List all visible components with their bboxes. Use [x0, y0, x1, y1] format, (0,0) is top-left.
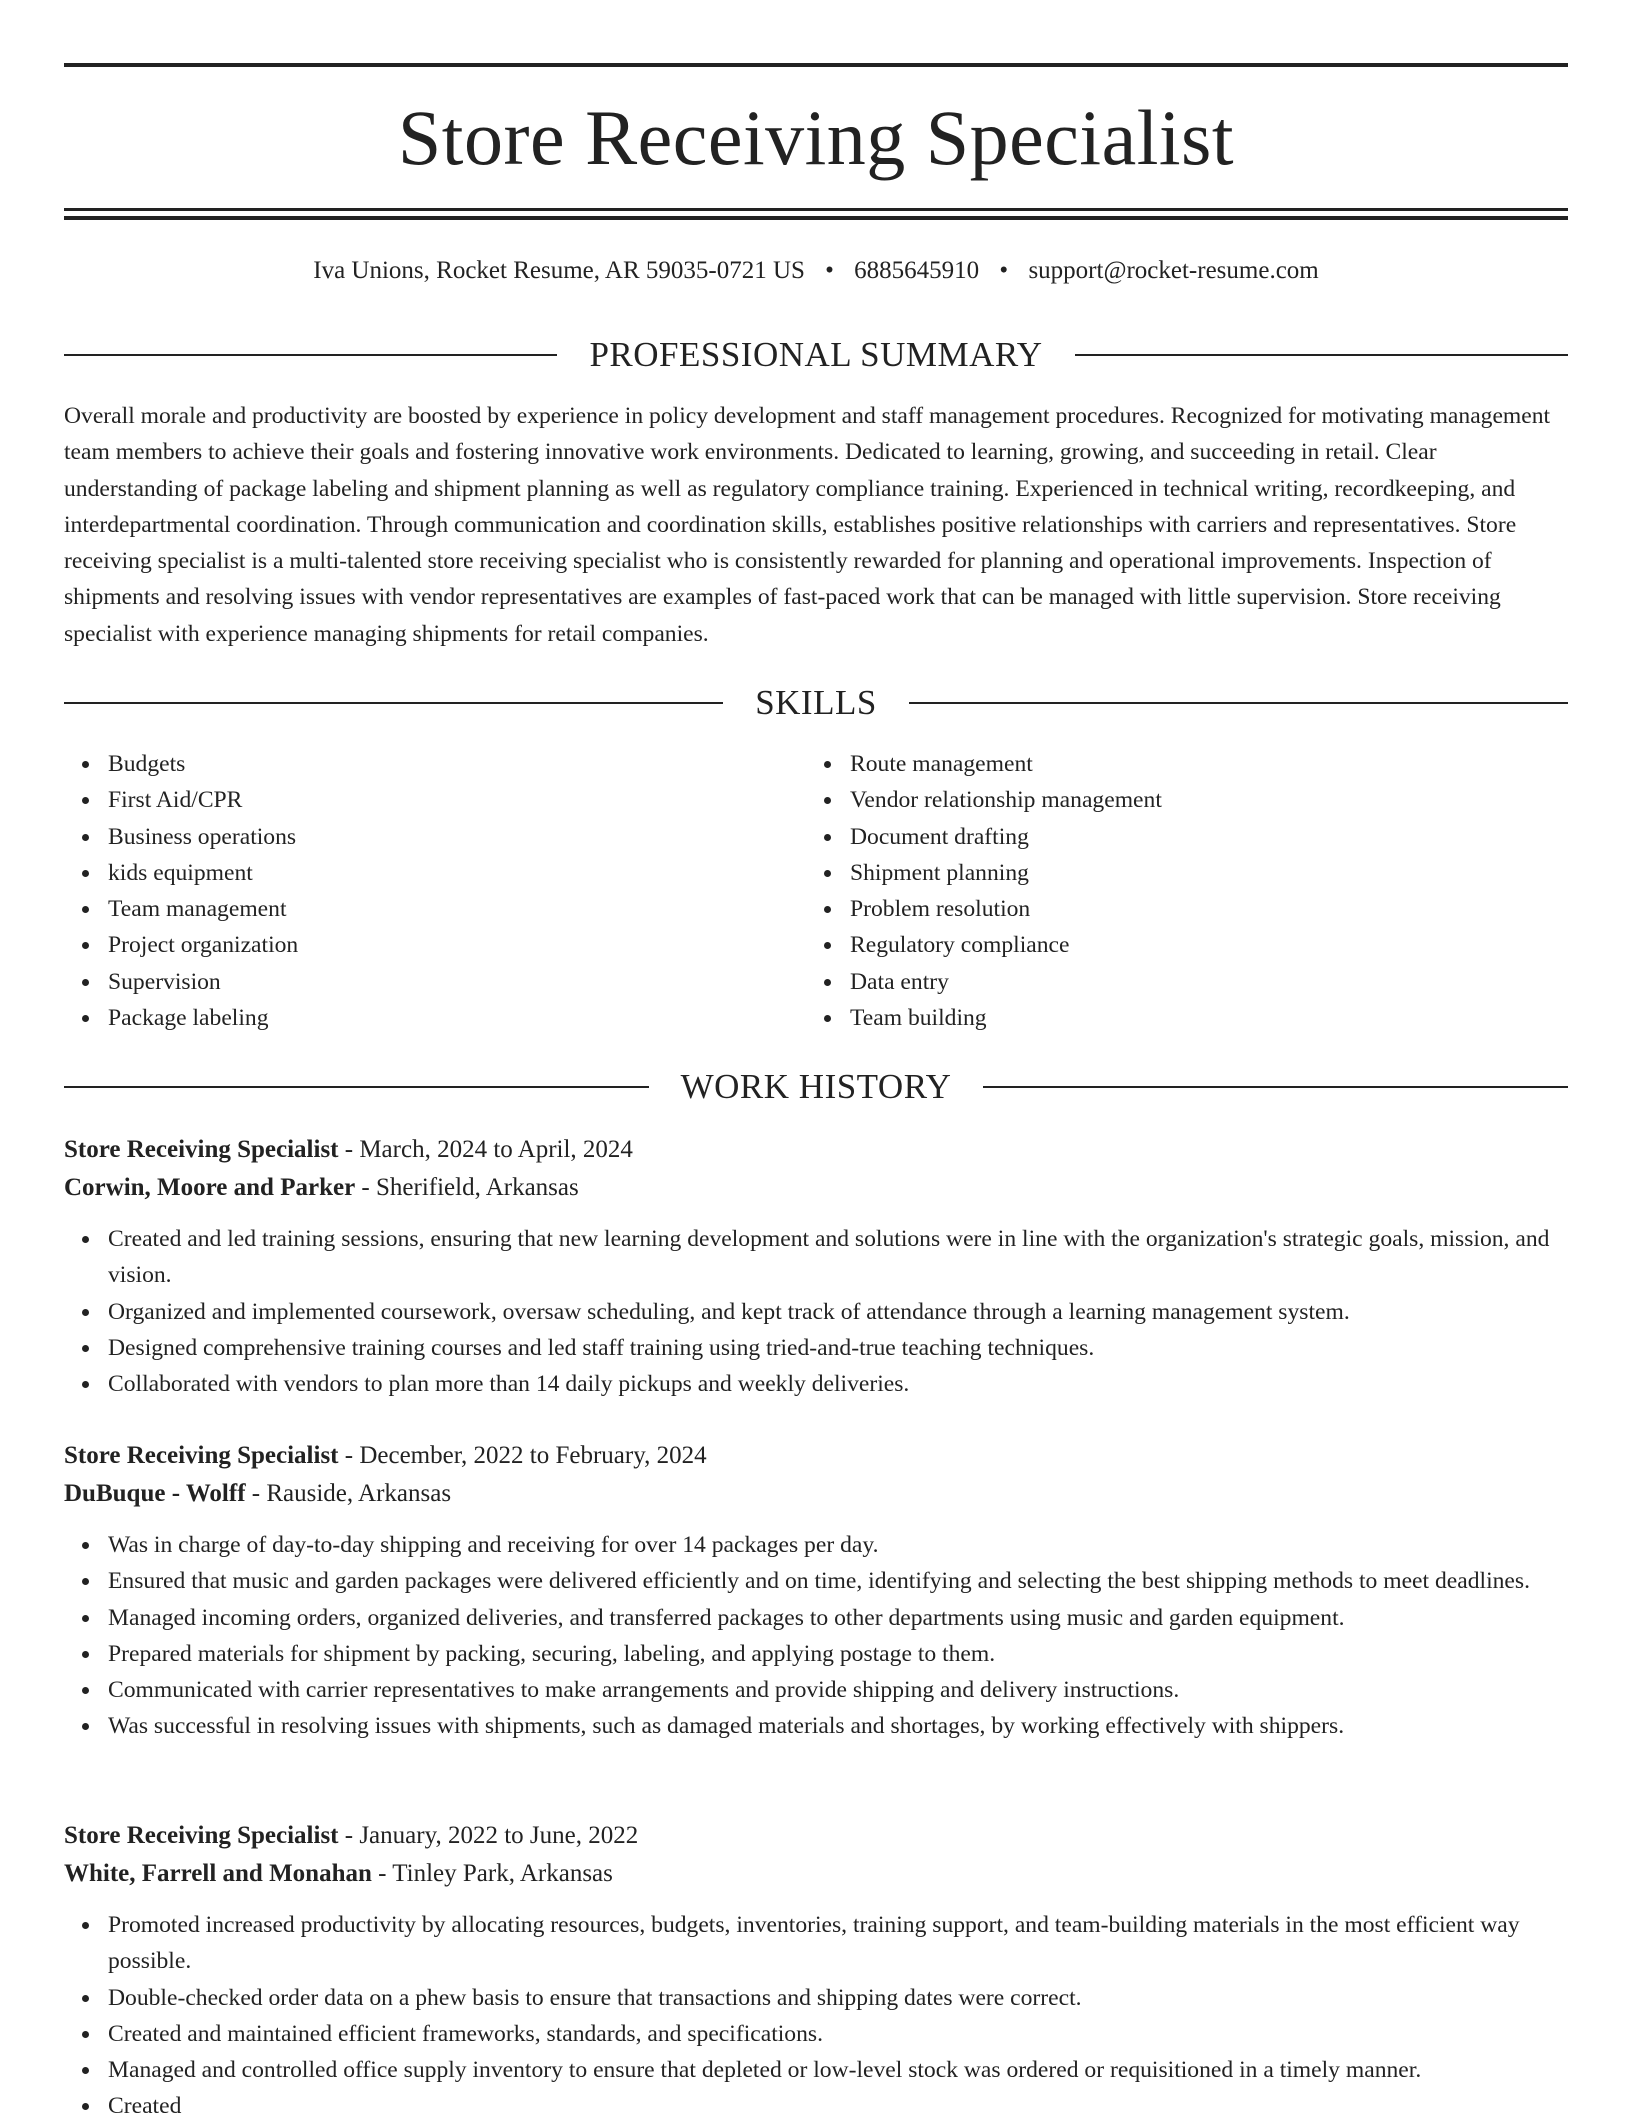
duty-item: Was in charge of day-to-day shipping and receiving for over 14 packages per day. — [108, 1527, 1568, 1563]
duty-item: Created and led training sessions, ensuring that new learning development and solutions were in line with the organization's strategic goals, mission, and vision. — [108, 1221, 1568, 1294]
heading-rule — [983, 1086, 1568, 1088]
job-dates: - December, 2022 to February, 2024 — [338, 1442, 707, 1469]
job-title-line — [64, 1817, 1568, 1855]
job-duties — [64, 1907, 1568, 2125]
duty-item: Collaborated with vendors to plan more than 14 daily pickups and weekly deliveries. — [108, 1366, 1568, 1402]
summary-heading-label: PROFESSIONAL SUMMARY — [589, 335, 1043, 374]
job-title: Store Receiving Specialist — [64, 1822, 339, 1849]
duty-item: Designed comprehensive training courses and led staff training using tried-and-true teaching techniques. — [108, 1330, 1568, 1366]
resume-name: Store Receiving Specialist — [397, 94, 1235, 181]
skill-item: Project organization — [108, 927, 806, 963]
skills-column-left — [64, 746, 806, 1036]
contact-line — [64, 254, 1568, 288]
skill-item: Team building — [850, 1000, 1548, 1036]
work-history-heading — [64, 1065, 1568, 1109]
skill-item: Team management — [108, 891, 806, 927]
job-location: - Tinley Park, Arkansas — [371, 1860, 613, 1887]
job-company-line — [64, 1855, 1568, 1893]
skills-heading — [64, 681, 1568, 725]
job-company-line — [64, 1169, 1568, 1207]
job-entry — [64, 1131, 1568, 1402]
job-company: White, Farrell and Monahan — [64, 1860, 372, 1887]
duty-item: Promoted increased productivity by allocating resources, budgets, inventories, training support, and team-building materials in the most efficient way possible. — [108, 1907, 1568, 1980]
skill-item: Regulatory compliance — [850, 927, 1548, 963]
contact-address: Iva Unions, Rocket Resume, AR 59035-0721 US — [313, 257, 805, 284]
job-company-line — [64, 1475, 1568, 1513]
duty-item: Managed incoming orders, organized deliveries, and transferred packages to other departments using music and garden equipment. — [108, 1600, 1568, 1636]
duty-item: Organized and implemented coursework, oversaw scheduling, and kept track of attendance through a learning management system. — [108, 1294, 1568, 1330]
skill-item: Supervision — [108, 964, 806, 1000]
job-location: - Rauside, Arkansas — [245, 1480, 452, 1507]
job-title-line — [64, 1131, 1568, 1169]
summary-paragraph: Overall morale and productivity are boosted by experience in policy development and staff management procedures. Recognized for motivating management team members to achieve their goals and fostering innovative work environments. Dedicated to learning, growing, and succeeding in retail. Clear understanding of package labeling and shipment planning as well as regulatory compliance training. Experienced in technical writing, recordkeeping, and interdepartmental coordination. Through communication and coordination skills, establishes positive relationships with carriers and representatives. Store receiving specialist is a multi-talented store receiving specialist who is consistently rewarded for planning and operational improvements. Inspection of shipments and resolving issues with vendor representatives are examples of fast-paced work that can be managed with little supervision. Store receiving specialist with experience managing shipments for retail companies. — [64, 403, 1551, 647]
skills-list — [64, 746, 1568, 1036]
heading-rule — [64, 354, 557, 356]
contact-separator: • — [825, 257, 834, 284]
job-location: - Sherifield, Arkansas — [355, 1174, 579, 1201]
skill-item: kids equipment — [108, 855, 806, 891]
skill-item: Problem resolution — [850, 891, 1548, 927]
job-company: DuBuque - Wolff — [64, 1480, 246, 1507]
duty-item: Double-checked order data on a phew basis to ensure that transactions and shipping dates were correct. — [108, 1980, 1568, 2016]
duty-item: Ensured that music and garden packages were delivered efficiently and on time, identifying and selecting the best shipping methods to meet deadlines. — [108, 1563, 1568, 1599]
header-double-divider — [64, 208, 1568, 220]
contact-phone: 6885645910 — [854, 257, 980, 284]
job-entry — [64, 1817, 1568, 2125]
skill-item: Package labeling — [108, 1000, 806, 1036]
duty-item: Created and maintained efficient frameworks, standards, and specifications. — [108, 2016, 1568, 2052]
summary-heading — [64, 333, 1568, 377]
job-dates: - March, 2024 to April, 2024 — [338, 1136, 633, 1163]
heading-rule — [909, 702, 1568, 704]
job-duties — [64, 1221, 1568, 1402]
job-company: Corwin, Moore and Parker — [64, 1174, 356, 1201]
skill-item: Shipment planning — [850, 855, 1548, 891]
job-title: Store Receiving Specialist — [64, 1442, 339, 1469]
job-duties — [64, 1527, 1568, 1745]
heading-rule — [64, 1086, 649, 1088]
heading-rule — [64, 702, 723, 704]
job-dates: - January, 2022 to June, 2022 — [338, 1822, 639, 1849]
job-title: Store Receiving Specialist — [64, 1136, 339, 1163]
job-title-line — [64, 1437, 1568, 1475]
duty-item: Prepared materials for shipment by packing, securing, labeling, and applying postage to them. — [108, 1636, 1568, 1672]
skill-item: Route management — [850, 746, 1548, 782]
duty-item: Managed and controlled office supply inventory to ensure that depleted or low-level stock was ordered or requisitioned in a timely manner. — [108, 2052, 1568, 2088]
work-history-heading-label: WORK HISTORY — [680, 1067, 952, 1106]
skill-item: Data entry — [850, 964, 1548, 1000]
skill-item: Vendor relationship management — [850, 782, 1548, 818]
skills-heading-label: SKILLS — [755, 683, 877, 722]
duty-item: Was successful in resolving issues with shipments, such as damaged materials and shortages, by working effectively with shippers. — [108, 1708, 1568, 1744]
contact-separator: • — [999, 257, 1009, 284]
skill-item: First Aid/CPR — [108, 782, 806, 818]
contact-email: support@rocket-resume.com — [1028, 257, 1319, 284]
skill-item: Budgets — [108, 746, 806, 782]
top-divider — [64, 63, 1568, 67]
heading-rule — [1075, 354, 1568, 356]
skill-item: Business operations — [108, 819, 806, 855]
job-entry — [64, 1437, 1568, 1745]
duty-item: Created — [108, 2088, 1568, 2124]
duty-item: Communicated with carrier representatives to make arrangements and provide shipping and delivery instructions. — [108, 1672, 1568, 1708]
skills-column-right — [806, 746, 1548, 1036]
skill-item: Document drafting — [850, 819, 1548, 855]
